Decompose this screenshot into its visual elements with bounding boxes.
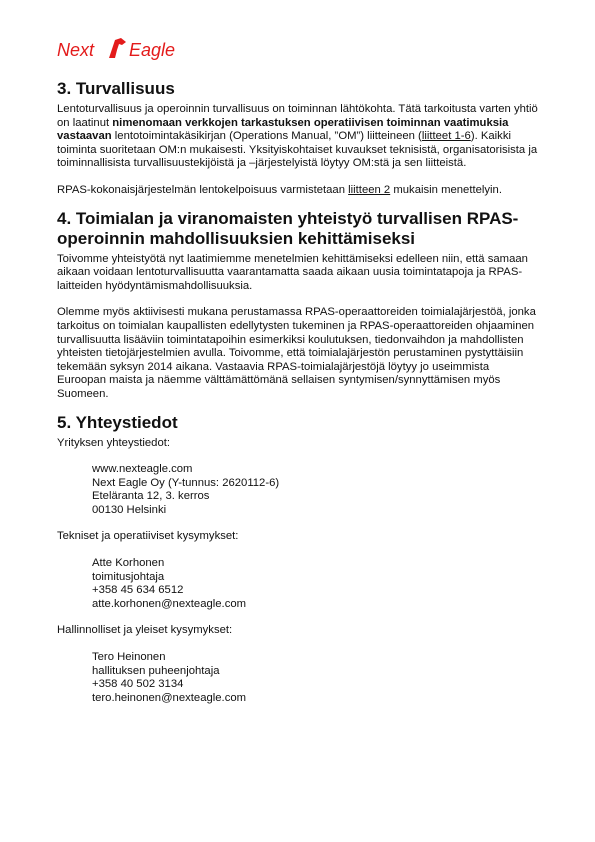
eagle-head-icon [109, 38, 126, 58]
next-eagle-logo [57, 34, 192, 64]
page-content [57, 79, 541, 705]
company-postal: 00130 Helsinki [92, 503, 167, 516]
company-name: Next Eagle Oy (Y-tunnus: 2620112-6) [92, 476, 280, 489]
admin-contact-label: Hallinnolliset ja yleiset kysymykset: [57, 624, 233, 637]
section-3-paragraph-1: Lentoturvallisuus ja operoinnin turvallisuus on toiminnan lähtökohta. Tätä tarkoitusta varten yhtiö on laatinut nimenomaan verkkojen tarkastuksen operatiivisen toiminnan vaatimuksia vastaavan lentotoimintakäsikirjan (Operations Manual, ”OM”) liitteineen (liitteet 1-6). Kaikki toiminta suoritetaan OM:n mukaisesti. Yksityiskohtaiset kuvaukset teknisistä, organisatorisista ja toiminnallisista turvallisuustekijöistä ja –järjestelyistä löytyy OM:stä ja sen liitteistä. [57, 103, 538, 170]
section-4-paragraph-2: Olemme myös aktiivisesti mukana perustamassa RPAS-operaattoreiden toimialajärjestöä, jonka tarkoitus on toimialan kaupallisten edellytysten tukeminen ja RPAS-operaattoreiden ohjaaminen turvallisuutta lisääviin toimintatapoihin esimerkiksi koulutuksen, tiedonvaihdon ja mahdollisten yhteisten tietojärjestelmien avulla. Toivomme, että toimialajärjestön perustaminen pystyttäisiin tekemään syksyn 2014 aikana. Vastaavia RPAS-toimialajärjestöjä löytyy jo useimmista Euroopan maista ja näemme välttämättömänä sellaisen syntymisen/synnyttämisen myös Suomeen. [57, 306, 536, 400]
tech-contact-name: Atte Korhonen [92, 557, 165, 570]
tech-contact-title: toimitusjohtaja [92, 570, 165, 583]
company-contact-label: Yrityksen yhteystiedot: [57, 436, 171, 449]
tech-contact-email[interactable]: atte.korhonen@nexteagle.com [92, 597, 247, 610]
admin-contact-email[interactable]: tero.heinonen@nexteagle.com [92, 691, 247, 704]
company-website[interactable]: www.nexteagle.com [92, 463, 193, 476]
admin-contact-title: hallituksen puheenjohtaja [92, 664, 220, 677]
link-liitteet-1-6[interactable]: liitteet 1-6 [421, 130, 471, 143]
section-4-paragraph-1: Toivomme yhteistyötä nyt laatimiemme menetelmien kehittämiseksi edelleen niin, että samaan aikaan voidaan lentoturvallisuutta vaarantamatta saada aikaan uusia toimintatapoja ja RPAS-laitteiden hyödyntämismahdollisuuksia. [57, 252, 528, 292]
section-3-heading: 3. Turvallisuus [57, 79, 175, 98]
tech-contact-phone: +358 45 634 6512 [92, 584, 184, 597]
link-liitteen-2[interactable]: liitteen 2 [348, 183, 391, 196]
logo-text-next: Next [57, 40, 95, 60]
company-street: Eteläranta 12, 3. kerros [92, 490, 210, 503]
admin-contact-phone: +358 40 502 3134 [92, 678, 184, 691]
section-3-paragraph-2: RPAS-kokonaisjärjestelmän lentokelpoisuus varmistetaan liitteen 2 mukaisin menettelyin. [57, 183, 502, 196]
section-5-heading: 5. Yhteystiedot [57, 412, 178, 432]
section-4-heading: 4. Toimialan ja viranomaisten yhteistyö turvallisen RPAS-operoinnin mahdollisuuksien kehittämiseksi [57, 208, 519, 248]
logo-text-eagle: Eagle [129, 40, 176, 60]
admin-contact-name: Tero Heinonen [92, 651, 166, 664]
tech-contact-label: Tekniset ja operatiiviset kysymykset: [57, 530, 239, 543]
